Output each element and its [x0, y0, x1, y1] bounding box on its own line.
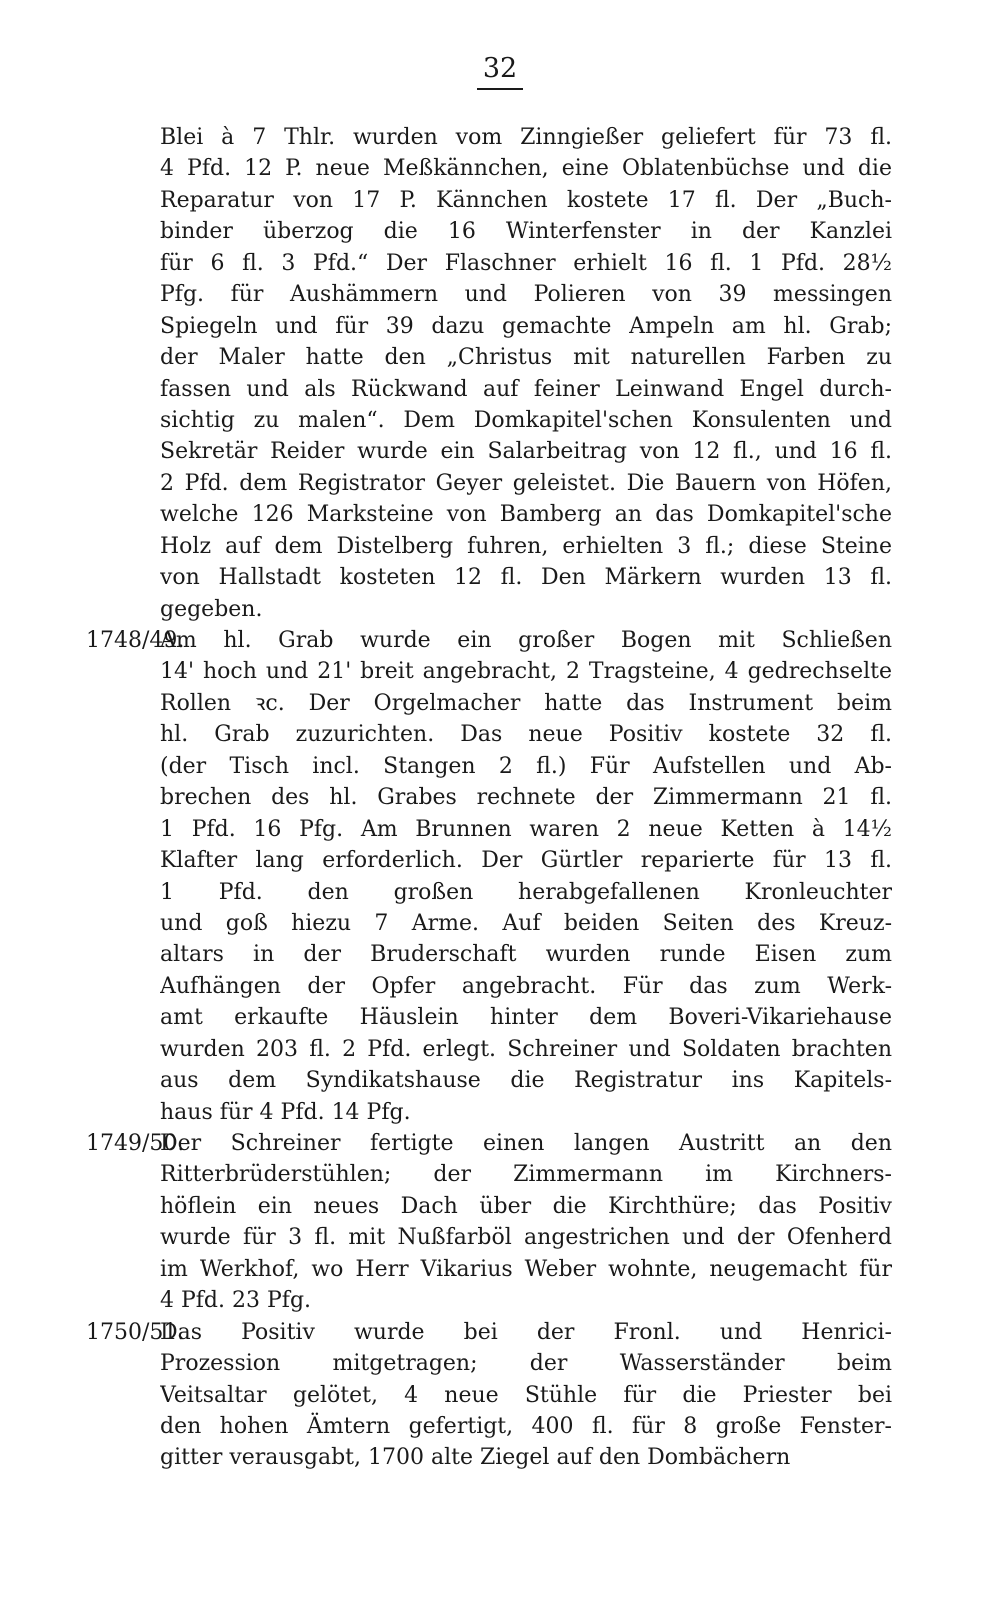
- text-line: gitter verausgabt, 1700 alte Ziegel auf den Dombächern: [160, 1445, 791, 1471]
- entry-year: 1750/51.: [86, 1319, 185, 1345]
- text-line: haus für 4 Pfd. 14 Pfg.: [160, 1099, 411, 1125]
- text-line: Holz auf dem Distelberg fuhren, erhielten 3 fl.; diese Steine: [160, 533, 892, 559]
- text-line: 1 Pfd. 16 Pfg. Am Brunnen waren 2 neue Ketten à 14½: [160, 816, 892, 842]
- text-line: höflein ein neues Dach über die Kirchthüre; das Positiv: [160, 1193, 892, 1219]
- text-line: (der Tisch incl. Stangen 2 fl.) Für Aufstellen und Ab-: [160, 753, 892, 779]
- text-line: gegeben.: [160, 596, 263, 622]
- text-line: im Werkhof, wo Herr Vikarius Weber wohnte, neugemacht für: [160, 1256, 892, 1282]
- text-line: Prozession mitgetragen; der Wasserständer beim: [160, 1351, 892, 1377]
- text-line: der Maler hatte den „Christus mit naturellen Farben zu: [160, 345, 892, 371]
- text-line: Der Schreiner fertigte einen langen Austritt an den: [160, 1131, 892, 1156]
- text-line: den hohen Ämtern gefertigt, 400 fl. für 8 große Fenster-: [160, 1413, 892, 1439]
- text-line: Aufhängen der Opfer angebracht. Für das zum Werk-: [160, 973, 892, 999]
- text-line: hl. Grab zuzurichten. Das neue Positiv kostete 32 fl.: [160, 722, 892, 748]
- text-line: Sekretär Reider wurde ein Salarbeitrag von 12 fl., und 16 fl.: [160, 439, 892, 465]
- text-line: altars in der Bruderschaft wurden runde Eisen zum: [160, 942, 892, 968]
- text-entry: [160, 122, 892, 625]
- text-line: welche 126 Marksteine von Bamberg an das Domkapitel'sche: [160, 502, 892, 528]
- text-line: binder überzog die 16 Winterfenster in der Kanzlei: [160, 219, 892, 245]
- page-number: 32: [0, 52, 1000, 90]
- text-line: Das Positiv wurde bei der Fronl. und Henrici-: [160, 1319, 892, 1345]
- text-line: Am hl. Grab wurde ein großer Bogen mit Schließen: [160, 628, 892, 653]
- text-entry: [86, 1128, 892, 1317]
- text-line: von Hallstadt kosteten 12 fl. Den Märkern wurden 13 fl.: [160, 565, 892, 591]
- text-line: brechen des hl. Grabes rechnete der Zimmermann 21 fl.: [160, 785, 892, 811]
- text-entry: [86, 625, 892, 1128]
- text-line: Blei à 7 Thlr. wurden vom Zinngießer geliefert für 73 fl.: [160, 125, 892, 150]
- text-line: Pfg. für Aushämmern und Polieren von 39 messingen: [160, 282, 892, 308]
- text-line: und goß hiezu 7 Arme. Auf beiden Seiten des Kreuz-: [160, 910, 892, 936]
- text-line: 4 Pfd. 23 Pfg.: [160, 1288, 312, 1314]
- entry-year: 1748/49.: [86, 628, 185, 653]
- text-line: Reparatur von 17 P. Kännchen kostete 17 fl. Der „Buch-: [160, 187, 892, 213]
- text-line: Klafter lang erforderlich. Der Gürtler reparierte für 13 fl.: [160, 848, 892, 874]
- text-line: aus dem Syndikatshause die Registratur ins Kapitels-: [160, 1068, 892, 1094]
- text-line: wurden 203 fl. 2 Pfd. erlegt. Schreiner und Soldaten brachten: [160, 1036, 892, 1062]
- text-line: sichtig zu malen“. Dem Domkapitel'schen Konsulenten und: [160, 407, 892, 433]
- text-line: 14' hoch und 21' breit angebracht, 2 Tragsteine, 4 gedrechselte: [160, 659, 892, 685]
- text-line: Rollen ꝛc. Der Orgelmacher hatte das Instrument beim: [160, 690, 892, 716]
- text-line: Spiegeln und für 39 dazu gemachte Ampeln am hl. Grab;: [160, 313, 892, 339]
- page-body: [86, 122, 892, 1474]
- text-line: 2 Pfd. dem Registrator Geyer geleistet. Die Bauern von Höfen,: [160, 470, 892, 496]
- entry-year: 1749/50.: [86, 1131, 185, 1156]
- text-line: 4 Pfd. 12 P. neue Meßkännchen, eine Oblatenbüchse und die: [160, 156, 892, 182]
- text-line: 1 Pfd. den großen herabgefallenen Kronleuchter: [160, 879, 892, 905]
- text-line: fassen und als Rückwand auf feiner Leinwand Engel durch-: [160, 376, 892, 402]
- text-line: wurde für 3 fl. mit Nußfarböl angestrichen und der Ofenherd: [160, 1225, 892, 1251]
- text-line: Ritterbrüderstühlen; der Zimmermann im Kirchners-: [160, 1162, 892, 1188]
- text-line: Veitsaltar gelötet, 4 neue Stühle für die Priester bei: [160, 1382, 892, 1408]
- text-line: amt erkaufte Häuslein hinter dem Boveri-Vikariehause: [160, 1005, 892, 1031]
- text-entry: [86, 1317, 892, 1474]
- text-line: für 6 fl. 3 Pfd.“ Der Flaschner erhielt 16 fl. 1 Pfd. 28½: [160, 250, 892, 276]
